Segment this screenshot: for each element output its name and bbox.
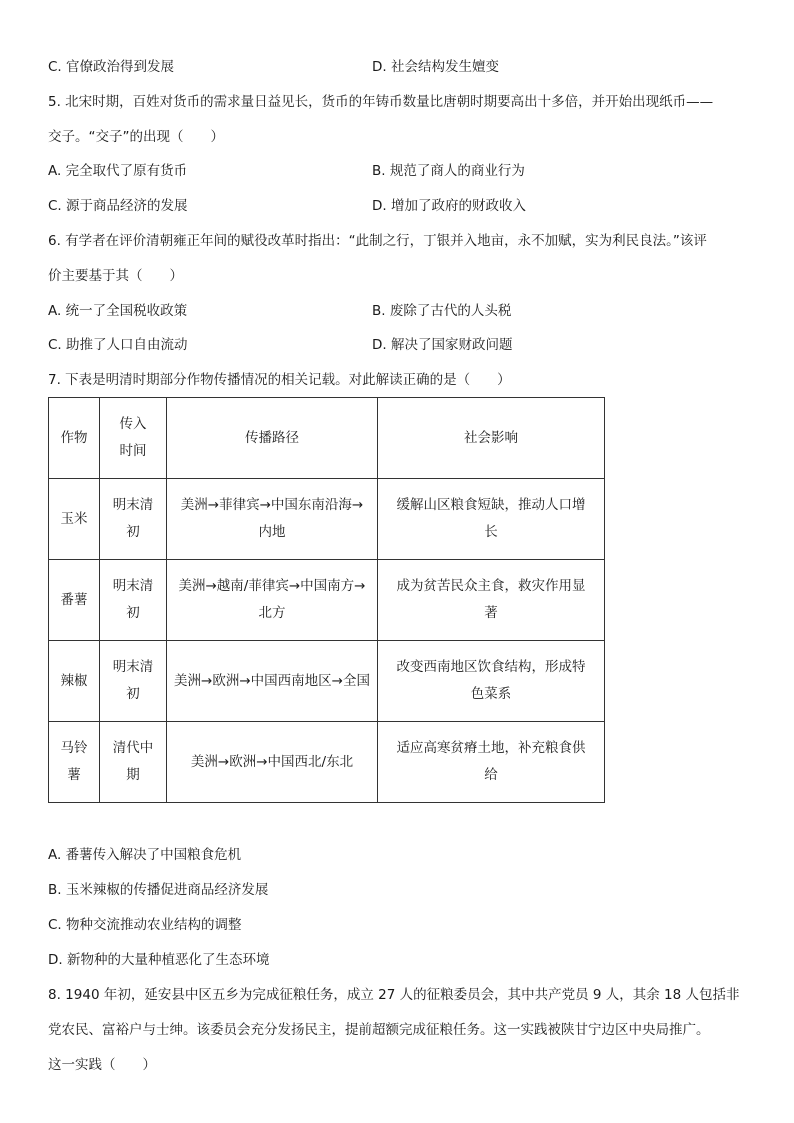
cell-impact: 适应高寒贫瘠土地，补充粮食供给 — [396, 740, 586, 783]
table-cell — [167, 560, 378, 641]
table-row — [49, 722, 605, 803]
table-cell — [49, 479, 100, 560]
q6-stem-line1: 6. 有学者在评价清朝雍正年间的赋役改革时指出：“此制之行，丁银并入地亩，永不加赋，实为利民良法。”该评 — [48, 233, 707, 249]
cell-route: 美洲→菲律宾→中国东南沿海→内地 — [180, 497, 364, 540]
cell-crop: 辣椒 — [60, 672, 88, 689]
cell-impact: 成为贫苦民众主食，救灾作用显著 — [396, 578, 586, 621]
q6-option-a[interactable]: A. 统一了全国税收政策 — [48, 303, 188, 319]
table-header-row — [49, 398, 605, 479]
q4-option-d[interactable]: D. 社会结构发生嬗变 — [372, 59, 499, 75]
cell-impact: 缓解山区粮食短缺，推动人口增长 — [396, 497, 586, 540]
table-cell — [100, 479, 167, 560]
q7-option-c[interactable]: C. 物种交流推动农业结构的调整 — [48, 917, 242, 933]
table-header-cell — [167, 398, 378, 479]
header-crop: 作物 — [60, 429, 88, 446]
table-row — [49, 560, 605, 641]
table-cell — [378, 722, 605, 803]
table-cell — [49, 560, 100, 641]
table-header-cell — [49, 398, 100, 479]
table-cell — [167, 641, 378, 722]
table-cell — [167, 479, 378, 560]
cell-impact: 改变西南地区饮食结构，形成特色菜系 — [396, 659, 586, 702]
q5-option-b[interactable]: B. 规范了商人的商业行为 — [372, 163, 525, 179]
cell-crop: 番薯 — [60, 591, 88, 608]
q6-option-c[interactable]: C. 助推了人口自由流动 — [48, 337, 188, 353]
q8-stem-line3: 这一实践（ ） — [48, 1057, 156, 1073]
q7-option-b[interactable]: B. 玉米辣椒的传播促进商品经济发展 — [48, 882, 269, 898]
table-cell — [378, 479, 605, 560]
table-cell — [100, 641, 167, 722]
header-impact: 社会影响 — [464, 429, 518, 446]
table-cell — [49, 641, 100, 722]
cell-time: 明末清初 — [112, 578, 154, 621]
cell-time: 清代中期 — [112, 740, 154, 783]
q6-stem-line2: 价主要基于其（ ） — [48, 268, 183, 284]
cell-route: 美洲→越南/菲律宾→中国南方→北方 — [178, 578, 366, 621]
cell-crop: 玉米 — [60, 510, 88, 527]
q7-option-d[interactable]: D. 新物种的大量种植恶化了生态环境 — [48, 952, 270, 968]
q7-option-a[interactable]: A. 番薯传入解决了中国粮食危机 — [48, 847, 242, 863]
cell-time: 明末清初 — [112, 497, 154, 540]
table-cell — [167, 722, 378, 803]
q6-option-b[interactable]: B. 废除了古代的人头税 — [372, 303, 512, 319]
table-row — [49, 479, 605, 560]
table-header-cell — [100, 398, 167, 479]
q5-option-d[interactable]: D. 增加了政府的财政收入 — [372, 198, 526, 214]
table-cell — [378, 560, 605, 641]
table-header-cell — [378, 398, 605, 479]
cell-route: 美洲→欧洲→中国西南地区→全国 — [174, 672, 370, 689]
q8-stem-line1: 8. 1940 年初，延安县中区五乡为完成征粮任务，成立 27 人的征粮委员会，其中共产党员 9 人，其余 18 人包括非 — [48, 987, 740, 1003]
q4-option-c[interactable]: C. 官僚政治得到发展 — [48, 59, 175, 75]
q7-stem: 7. 下表是明清时期部分作物传播情况的相关记载。对此解读正确的是（ ） — [48, 372, 511, 388]
cell-time: 明末清初 — [112, 659, 154, 702]
q5-option-a[interactable]: A. 完全取代了原有货币 — [48, 163, 188, 179]
header-route: 传播路径 — [245, 429, 299, 446]
q6-option-d[interactable]: D. 解决了国家财政问题 — [372, 337, 513, 353]
table-cell — [49, 722, 100, 803]
table-cell — [100, 722, 167, 803]
q8-stem-line2: 党农民、富裕户与士绅。该委员会充分发扬民主，提前超额完成征粮任务。这一实践被陕甘宁边区中央局推广。 — [48, 1022, 710, 1038]
q5-stem-line2: 交子。“交子”的出现（ ） — [48, 129, 224, 145]
table-cell — [378, 641, 605, 722]
table-row — [49, 641, 605, 722]
cell-crop: 马铃薯 — [60, 740, 88, 783]
header-time: 传入时间 — [119, 416, 147, 459]
crop-spread-table — [48, 397, 605, 803]
cell-route: 美洲→欧洲→中国西北/东北 — [190, 753, 354, 770]
q5-stem-line1: 5. 北宋时期，百姓对货币的需求量日益见长，货币的年铸币数量比唐朝时期要高出十多倍，并开始出现纸币—— — [48, 94, 714, 110]
table-cell — [100, 560, 167, 641]
q5-option-c[interactable]: C. 源于商品经济的发展 — [48, 198, 188, 214]
